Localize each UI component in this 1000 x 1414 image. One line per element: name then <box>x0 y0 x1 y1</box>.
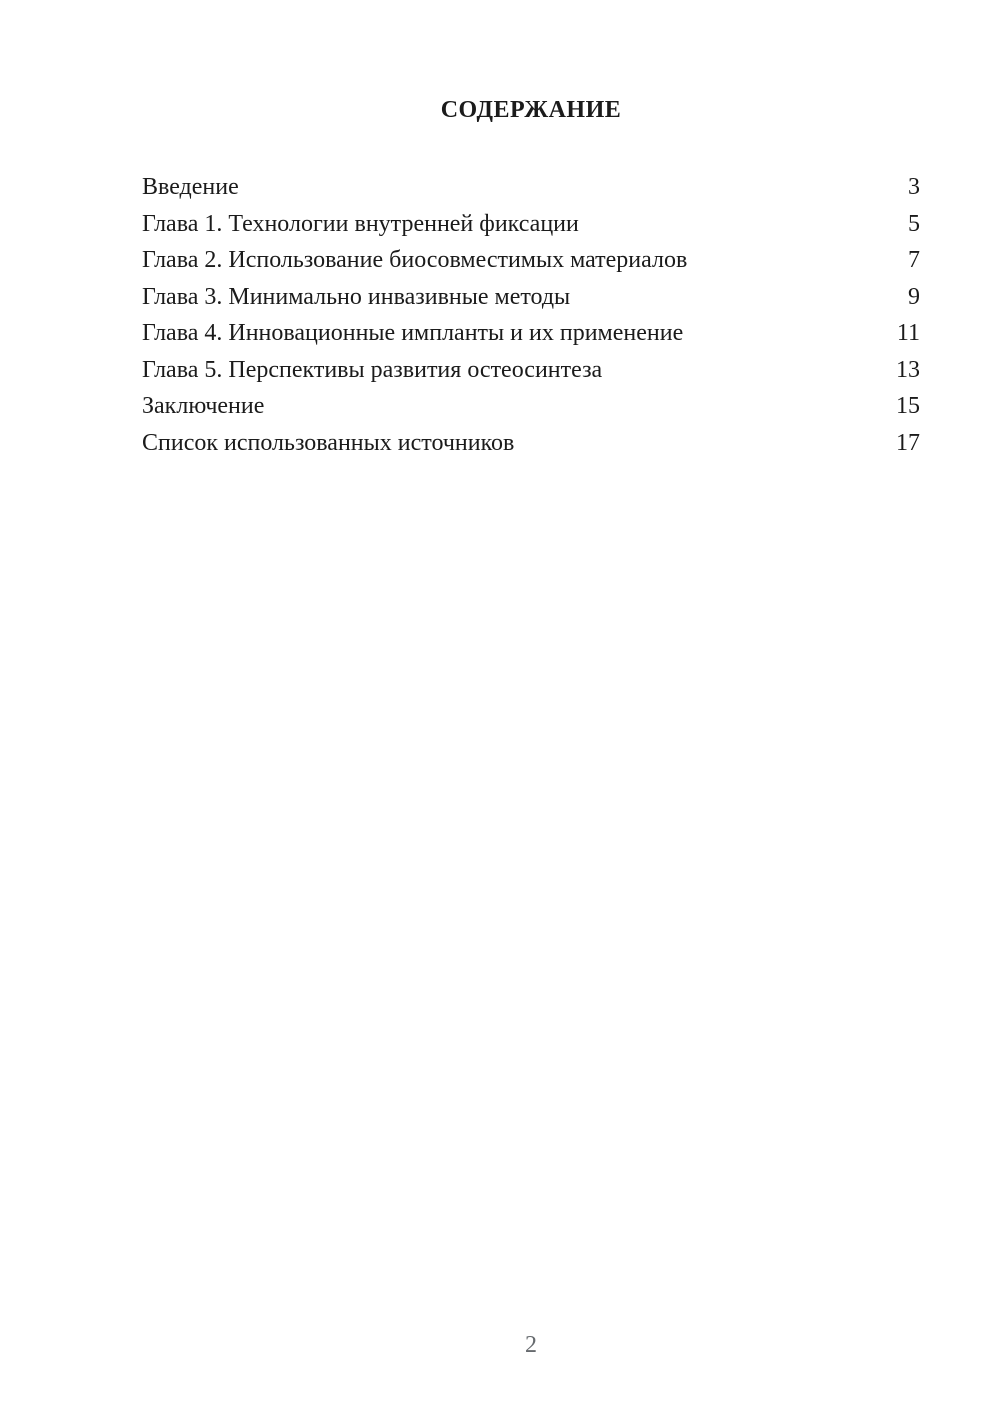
toc-entry-label: Глава 4. Инновационные импланты и их применение <box>142 320 684 346</box>
toc-entry <box>142 425 920 462</box>
toc-entry-page-number: 3 <box>908 174 920 200</box>
toc-entry-page-number: 11 <box>896 320 920 346</box>
toc-entry-label: Введение <box>142 174 239 200</box>
toc-entry <box>142 169 920 206</box>
toc-entry <box>142 388 920 425</box>
toc-entry-label: Заключение <box>142 393 265 419</box>
toc-entry-label: Глава 2. Использование биосовместимых материалов <box>142 247 688 273</box>
table-of-contents <box>142 169 920 461</box>
toc-entry-label: Глава 3. Минимально инвазивные методы <box>142 283 571 310</box>
toc-entry-label: Список использованных источников <box>142 429 515 456</box>
toc-entry-label: Глава 1. Технологии внутренней фиксации <box>142 210 579 237</box>
toc-entry-page-number: 13 <box>896 356 920 383</box>
page-title: СОДЕРЖАНИЕ <box>440 97 622 123</box>
toc-entry <box>142 315 920 352</box>
toc-entry <box>142 279 920 316</box>
footer-page-number: 2 <box>525 1332 537 1358</box>
toc-entry-page-number: 9 <box>908 283 920 310</box>
toc-entry-label: Глава 5. Перспективы развития остеосинтеза <box>142 356 603 383</box>
toc-entry <box>142 206 920 243</box>
toc-entry <box>142 242 920 279</box>
toc-entry-page-number: 7 <box>908 247 920 273</box>
toc-entry-page-number: 15 <box>896 393 920 419</box>
toc-entry <box>142 352 920 389</box>
toc-entry-page-number: 5 <box>908 210 920 237</box>
toc-entry-page-number: 17 <box>896 429 920 456</box>
